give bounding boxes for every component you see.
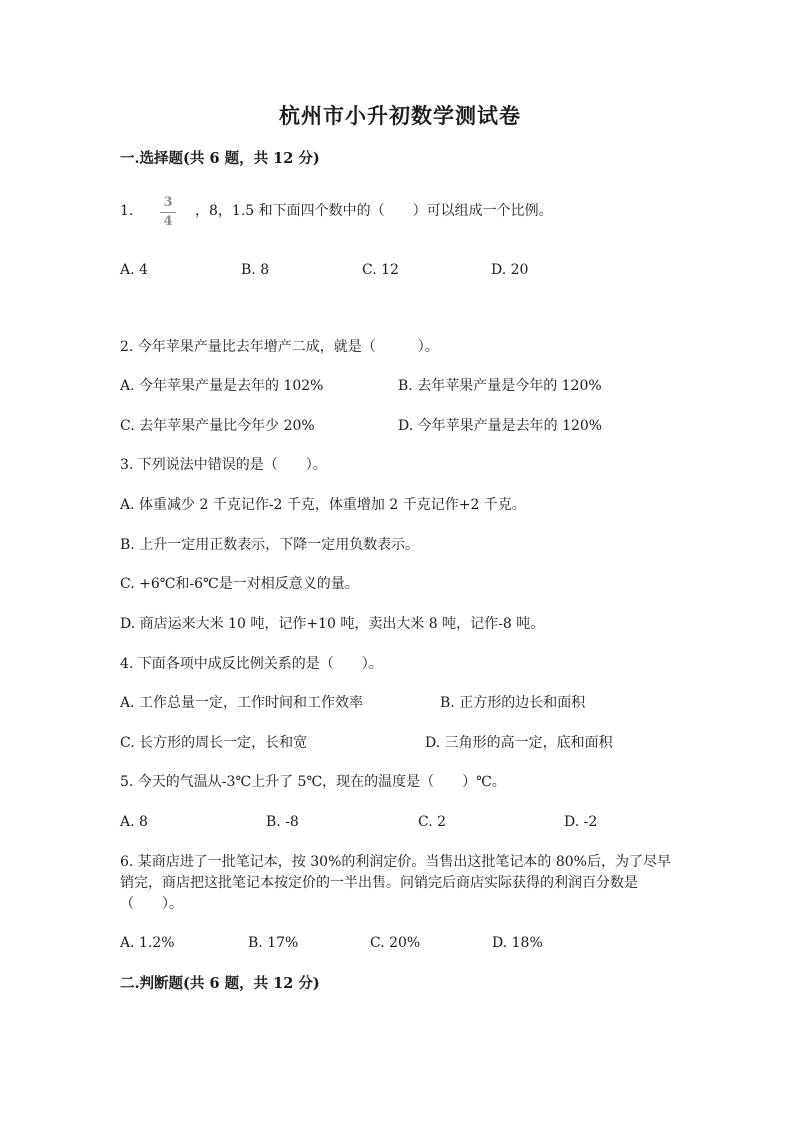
- q6-option-c: C. 20%: [370, 935, 421, 951]
- q3-option-a: A. 体重减少 2 千克记作-2 千克，体重增加 2 千克记作+2 千克。: [120, 497, 526, 513]
- q1-text: ，8，1.5 和下面四个数中的（ ）可以组成一个比例。: [195, 203, 553, 219]
- q1-fraction-denominator: 4: [163, 214, 173, 229]
- q4-option-d: D. 三角形的高一定，底和面积: [425, 735, 613, 751]
- q5-option-b: B. -8: [266, 814, 299, 830]
- q2-text: 2. 今年苹果产量比去年增产二成，就是（ ）。: [120, 339, 439, 355]
- q4-option-c: C. 长方形的周长一定，长和宽: [120, 735, 308, 751]
- q5-option-d: D. -2: [564, 814, 598, 830]
- q3-option-c: C. +6℃和-6℃是一对相反意义的量。: [120, 576, 359, 592]
- q5-option-c: C. 2: [418, 814, 447, 830]
- q1-option-a: A. 4: [120, 262, 148, 278]
- q3-option-b: B. 上升一定用正数表示，下降一定用负数表示。: [120, 537, 420, 553]
- q1-option-c: C. 12: [362, 262, 399, 278]
- q4-text: 4. 下面各项中成反比例关系的是（ ）。: [120, 656, 383, 672]
- q6-option-d: D. 18%: [492, 935, 543, 951]
- q1-number: 1.: [120, 203, 134, 219]
- q2-option-d: D. 今年苹果产量是去年的 120%: [398, 418, 603, 434]
- page-title: 杭州市小升初数学测试卷: [279, 103, 521, 128]
- q1-fraction-numerator: 3: [163, 195, 173, 210]
- q3-option-d: D. 商店运来大米 10 吨，记作+10 吨，卖出大米 8 吨，记作-8 吨。: [120, 616, 545, 632]
- section-heading-judgment: 二.判断题(共 6 题，共 12 分): [120, 975, 320, 992]
- q3-text: 3. 下列说法中错误的是（ ）。: [120, 457, 327, 473]
- q2-option-a: A. 今年苹果产量是去年的 102%: [120, 378, 324, 394]
- q6-option-a: A. 1.2%: [120, 935, 175, 951]
- q4-option-a: A. 工作总量一定，工作时间和工作效率: [120, 695, 364, 711]
- q5-option-a: A. 8: [120, 814, 148, 830]
- q2-option-c: C. 去年苹果产量比今年少 20%: [120, 418, 315, 434]
- q1-option-b: B. 8: [241, 262, 270, 278]
- q1-option-d: D. 20: [491, 262, 529, 278]
- q5-text: 5. 今天的气温从-3℃上升了 5℃，现在的温度是（ ）℃。: [120, 774, 506, 790]
- q2-option-b: B. 去年苹果产量是今年的 120%: [398, 378, 602, 394]
- section-heading-choice: 一.选择题(共 6 题，共 12 分): [120, 150, 320, 167]
- q1-fraction: [159, 196, 177, 229]
- q4-option-b: B. 正方形的边长和面积: [440, 695, 586, 711]
- fraction-bar: [160, 212, 176, 213]
- q6-option-b: B. 17%: [248, 935, 299, 951]
- q6-text: 6. 某商店进了一批笔记本，按 30%的利润定价。当售出这批笔记本的 80%后，为了尽早销完，商店把这批笔记本按定价的一半出售。问销完后商店实际获得的利润百分数是（ ）。: [120, 854, 671, 912]
